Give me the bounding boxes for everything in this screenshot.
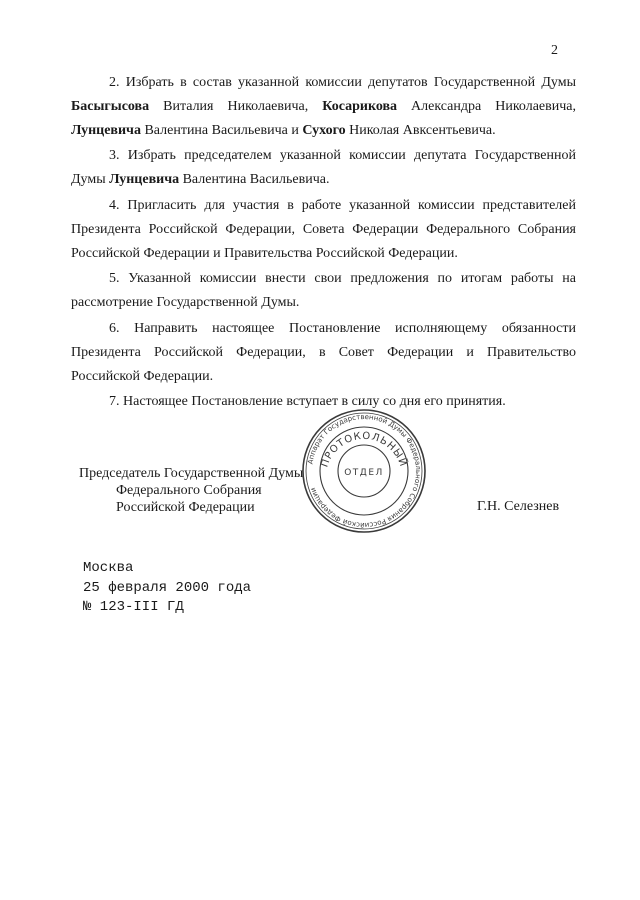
paragraph-text: 2. Избрать в состав указанной комиссии депутатов Государственной Думы xyxy=(109,75,576,90)
signature-title-line3: Российской Федерации xyxy=(116,500,255,515)
footer-date: 25 февраля 2000 года xyxy=(83,579,252,596)
paragraph-text: 6. Направить настоящее Постановление исполняющему обязанности Президента Российской Федерации, в Совет Федерации и Правительство Российской Федерации. xyxy=(71,320,576,384)
resolution-item-6 xyxy=(71,317,576,388)
deputy-surname: Косарикова xyxy=(322,98,398,114)
document-footer xyxy=(83,559,251,618)
signature-title xyxy=(79,465,303,516)
deputy-surname: Лунцевича xyxy=(71,122,141,138)
paragraph-text: 4. Пригласить для участия в работе указанной комиссии представителей Президента Российской Федерации, Совета Федерации Федерального Собрания Российской Федерации и Правительства Российской Федерации. xyxy=(71,197,576,261)
resolution-body xyxy=(71,71,576,414)
signature-title-line1: Председатель Государственной Думы xyxy=(79,466,304,481)
paragraph-text: 5. Указанной комиссии внести свои предложения по итогам работы на рассмотрение Государственной Думы. xyxy=(71,271,576,311)
footer-number: № 123-III ГД xyxy=(83,599,184,615)
resolution-item-2 xyxy=(71,71,576,142)
footer-city: Москва xyxy=(83,560,134,576)
signature-title-line2: Федерального Собрания xyxy=(116,483,262,498)
resolution-item-3 xyxy=(71,144,576,192)
paragraph-text: 7. Настоящее Постановление вступает в силу со дня его принятия. xyxy=(109,394,506,410)
paragraph-text: Николая Авксентьевича. xyxy=(345,122,496,138)
stamp-middle-text: ПРОТОКОЛЬНЫЙ xyxy=(319,430,409,469)
deputy-surname: Лунцевича xyxy=(109,172,180,188)
stamp-outer-text: Аппарат Государственной Думы Федерального Собрания Российской Федерации xyxy=(306,412,423,530)
deputy-surname: Сухого xyxy=(302,122,346,138)
paragraph-text: Александра Николаевича, xyxy=(397,98,576,114)
paragraph-text: Валентина Васильевича и xyxy=(140,122,303,138)
resolution-item-5 xyxy=(71,267,576,315)
paragraph-text: Валентина Васильевича. xyxy=(179,172,330,188)
paragraph-text: 3. Избрать председателем указанной комиссии депутата Государственной Думы xyxy=(71,148,576,188)
signer-name: Г.Н. Селезнев xyxy=(477,499,560,514)
stamp-center-text: ОТДЕЛ xyxy=(344,468,384,478)
paragraph-text: Виталия Николаевича, xyxy=(149,98,323,114)
resolution-item-4 xyxy=(71,194,576,265)
deputy-surname: Басыгысова xyxy=(71,98,150,114)
page-number: 2 xyxy=(551,43,558,58)
official-stamp-icon xyxy=(300,407,428,535)
